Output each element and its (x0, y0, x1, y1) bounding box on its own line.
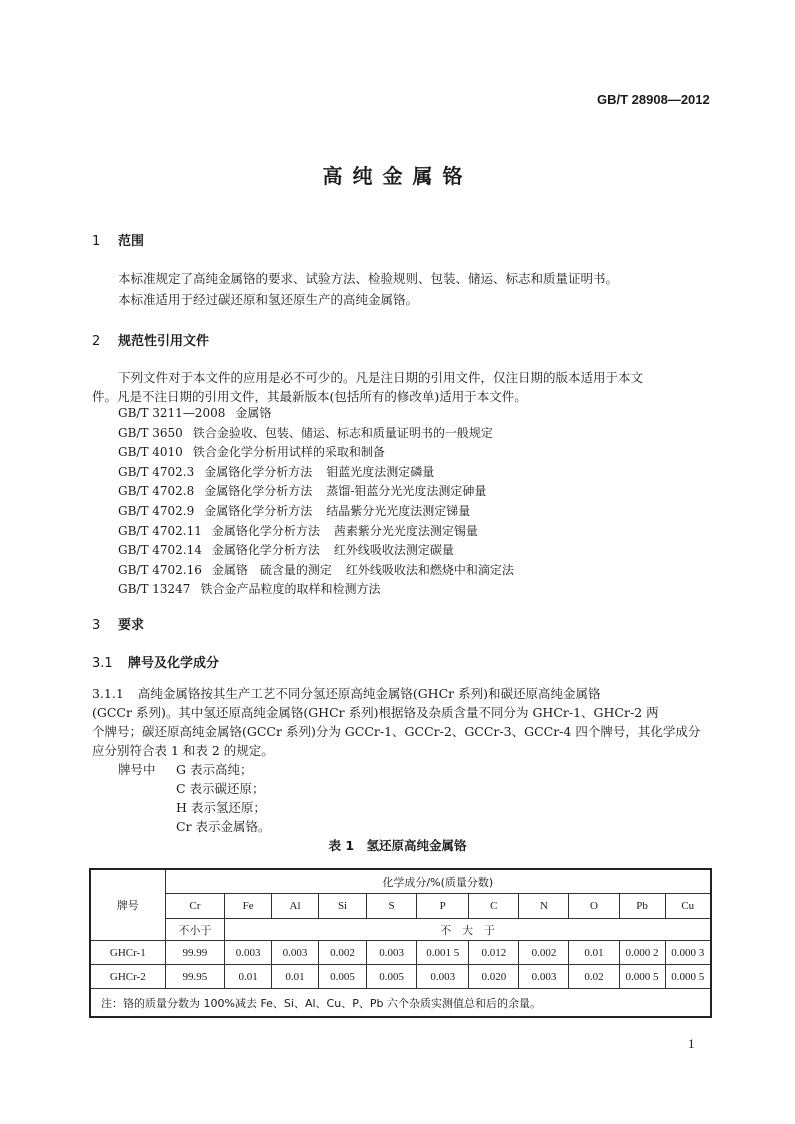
value-cell: 0.000 5 (665, 965, 711, 989)
value-cell: 99.99 (165, 941, 224, 965)
table-row (90, 941, 711, 965)
clause-3-1-1-line-4: 应分别符合表 1 和表 2 的规定。 (92, 743, 274, 758)
reference-subtitle: 钼蓝光度法测定磷量 (326, 464, 435, 479)
section-3-number: 3 (92, 618, 101, 633)
reference-subtitle: 红外线吸收法测定碳量 (333, 543, 454, 558)
reference-item (118, 541, 514, 561)
section-2-intro-line-2: 件。凡是不注日期的引用文件，其最新版本(包括所有的修改单)适用于本文件。 (92, 389, 527, 404)
grade-intro: 牌号中 (118, 762, 156, 777)
value-cell: 0.000 3 (665, 941, 711, 965)
clause-3-1-1-line-2: (GCCr 系列)。其中氢还原高纯金属铬(GHCr 系列)根据铬及杂质含量不同分为 GHCr-1、GHCr-2 两 (92, 705, 659, 720)
value-cell: 0.003 (367, 941, 417, 965)
reference-name: 金属铬 (235, 406, 272, 420)
value-cell: 0.01 (225, 965, 272, 989)
section-3-title: 要求 (118, 618, 145, 633)
reference-name: 金属铬化学分析方法 (204, 484, 313, 499)
element-header: P (417, 894, 469, 919)
element-header: Al (272, 894, 319, 919)
reference-name: 铁合金化学分析用试样的采取和制备 (192, 445, 385, 460)
table-1-caption: 表 1 氢还原高纯金属铬 (328, 838, 467, 853)
reference-item (118, 424, 514, 444)
reference-name: 铁合金验收、包装、储运、标志和质量证明书的一般规定 (192, 425, 493, 440)
reference-item (118, 502, 514, 522)
section-3-1-title: 牌号及化学成分 (128, 656, 220, 671)
grade-legend-line: G 表示高纯； (176, 762, 253, 777)
reference-list (118, 404, 514, 600)
element-header: Pb (619, 894, 665, 919)
reference-name: 金属铬化学分析方法 (204, 503, 313, 518)
value-cell: 0.01 (272, 965, 319, 989)
element-header: C (469, 894, 519, 919)
max-label: 不 大 于 (225, 919, 711, 941)
section-1-number: 1 (92, 234, 101, 249)
value-cell: 0.003 (272, 941, 319, 965)
reference-item (118, 443, 514, 463)
reference-item (118, 561, 514, 581)
element-header: Cr (165, 894, 224, 919)
grade-cell: GHCr-1 (90, 941, 165, 965)
reference-code: GB/T 4702.3 (118, 464, 195, 479)
reference-code: GB/T 13247 (118, 582, 191, 597)
section-1-para-1: 本标准规定了高纯金属铬的要求、试验方法、检验规则、包装、储运、标志和质量证明书。 (118, 271, 619, 286)
reference-code: GB/T 4702.8 (118, 484, 195, 499)
reference-item (118, 463, 514, 483)
section-3-1-heading (92, 652, 219, 671)
reference-subtitle: 蒸馏-钼蓝分光光度法测定砷量 (326, 484, 487, 499)
clause-number: 3.1.1 (92, 686, 124, 701)
reference-code: GB/T 3211—2008 (118, 406, 226, 420)
grade-column-header: 牌号 (90, 869, 165, 941)
section-1-title: 范围 (118, 234, 145, 249)
value-cell: 0.003 (417, 965, 469, 989)
value-cell: 0.005 (319, 965, 367, 989)
clause-3-1-1-line-1 (92, 683, 600, 704)
clause-3-1-1-line-3: 个牌号；碳还原高纯金属铬(GCCr 系列)分为 GCCr-1、GCCr-2、GCCr-3、GCCr-4 四个牌号，其化学成分 (92, 724, 701, 739)
page-title: 高纯金属铬 (322, 164, 473, 188)
reference-code: GB/T 4702.16 (118, 562, 202, 577)
reference-name: 铁合金产品粒度的取样和检测方法 (200, 582, 381, 597)
value-cell: 0.000 5 (619, 965, 665, 989)
reference-item (118, 580, 514, 600)
element-header: Cu (665, 894, 711, 919)
reference-code: GB/T 4702.14 (118, 543, 202, 558)
composition-header: 化学成分/%(质量分数) (165, 869, 711, 894)
value-cell: 0.002 (519, 941, 569, 965)
reference-code: GB/T 4702.11 (118, 523, 202, 538)
element-header: S (367, 894, 417, 919)
element-header: O (569, 894, 619, 919)
section-1-heading (92, 230, 144, 249)
reference-name: 金属铬化学分析方法 (204, 464, 313, 479)
table-row (90, 965, 711, 989)
element-header: N (519, 894, 569, 919)
reference-name: 金属铬 硫含量的测定 (211, 562, 332, 577)
section-2-number: 2 (92, 334, 101, 349)
value-cell: 0.01 (569, 941, 619, 965)
reference-code: GB/T 4010 (118, 445, 183, 460)
page-number: 1 (688, 1036, 695, 1051)
table-1 (89, 868, 712, 1018)
grade-cell: GHCr-2 (90, 965, 165, 989)
value-cell: 0.003 (225, 941, 272, 965)
value-cell: 0.012 (469, 941, 519, 965)
value-cell: 99.95 (165, 965, 224, 989)
element-header: Fe (225, 894, 272, 919)
grade-legend-line: C 表示碳还原； (176, 781, 265, 796)
clause-text: 高纯金属铬按其生产工艺不同分氢还原高纯金属铬(GHCr 系列)和碳还原高纯金属铬 (137, 686, 601, 701)
value-cell: 0.000 2 (619, 941, 665, 965)
limit-header-row (90, 919, 711, 941)
reference-name: 金属铬化学分析方法 (211, 523, 320, 538)
section-2-title: 规范性引用文件 (118, 334, 210, 349)
table-note-row (90, 989, 711, 1018)
section-3-heading (92, 614, 144, 633)
reference-item (118, 522, 514, 542)
section-1-para-2: 本标准适用于经过碳还原和氢还原生产的高纯金属铬。 (118, 292, 419, 307)
reference-code: GB/T 4702.9 (118, 503, 195, 518)
value-cell: 0.005 (367, 965, 417, 989)
value-cell: 0.02 (569, 965, 619, 989)
standard-number: GB/T 28908—2012 (597, 92, 710, 107)
element-header-row (90, 894, 711, 919)
table-note: 注：铬的质量分数为 100%减去 Fe、Si、Al、Cu、P、Pb 六个杂质实测值总和后的余量。 (90, 989, 711, 1018)
min-label: 不小于 (165, 919, 224, 941)
value-cell: 0.002 (319, 941, 367, 965)
grade-legend-line: H 表示氢还原； (176, 800, 266, 815)
reference-name: 金属铬化学分析方法 (211, 543, 320, 558)
element-header: Si (319, 894, 367, 919)
value-cell: 0.003 (519, 965, 569, 989)
section-2-heading (92, 330, 209, 349)
section-3-1-number: 3.1 (92, 656, 113, 671)
section-2-intro-line-1: 下列文件对于本文件的应用是必不可少的。凡是注日期的引用文件，仅注日期的版本适用于本文 (118, 370, 644, 385)
grade-legend-line: Cr 表示金属铬。 (176, 819, 271, 834)
value-cell: 0.020 (469, 965, 519, 989)
table-header-row (90, 869, 711, 894)
reference-code: GB/T 3650 (118, 425, 183, 440)
reference-subtitle: 结晶紫分光光度法测定锑量 (326, 503, 471, 518)
reference-subtitle: 红外线吸收法和燃烧中和滴定法 (345, 562, 514, 577)
reference-item (118, 482, 514, 502)
value-cell: 0.001 5 (417, 941, 469, 965)
reference-subtitle: 茜素紫分光光度法测定锡量 (333, 523, 478, 538)
reference-item (118, 404, 514, 424)
